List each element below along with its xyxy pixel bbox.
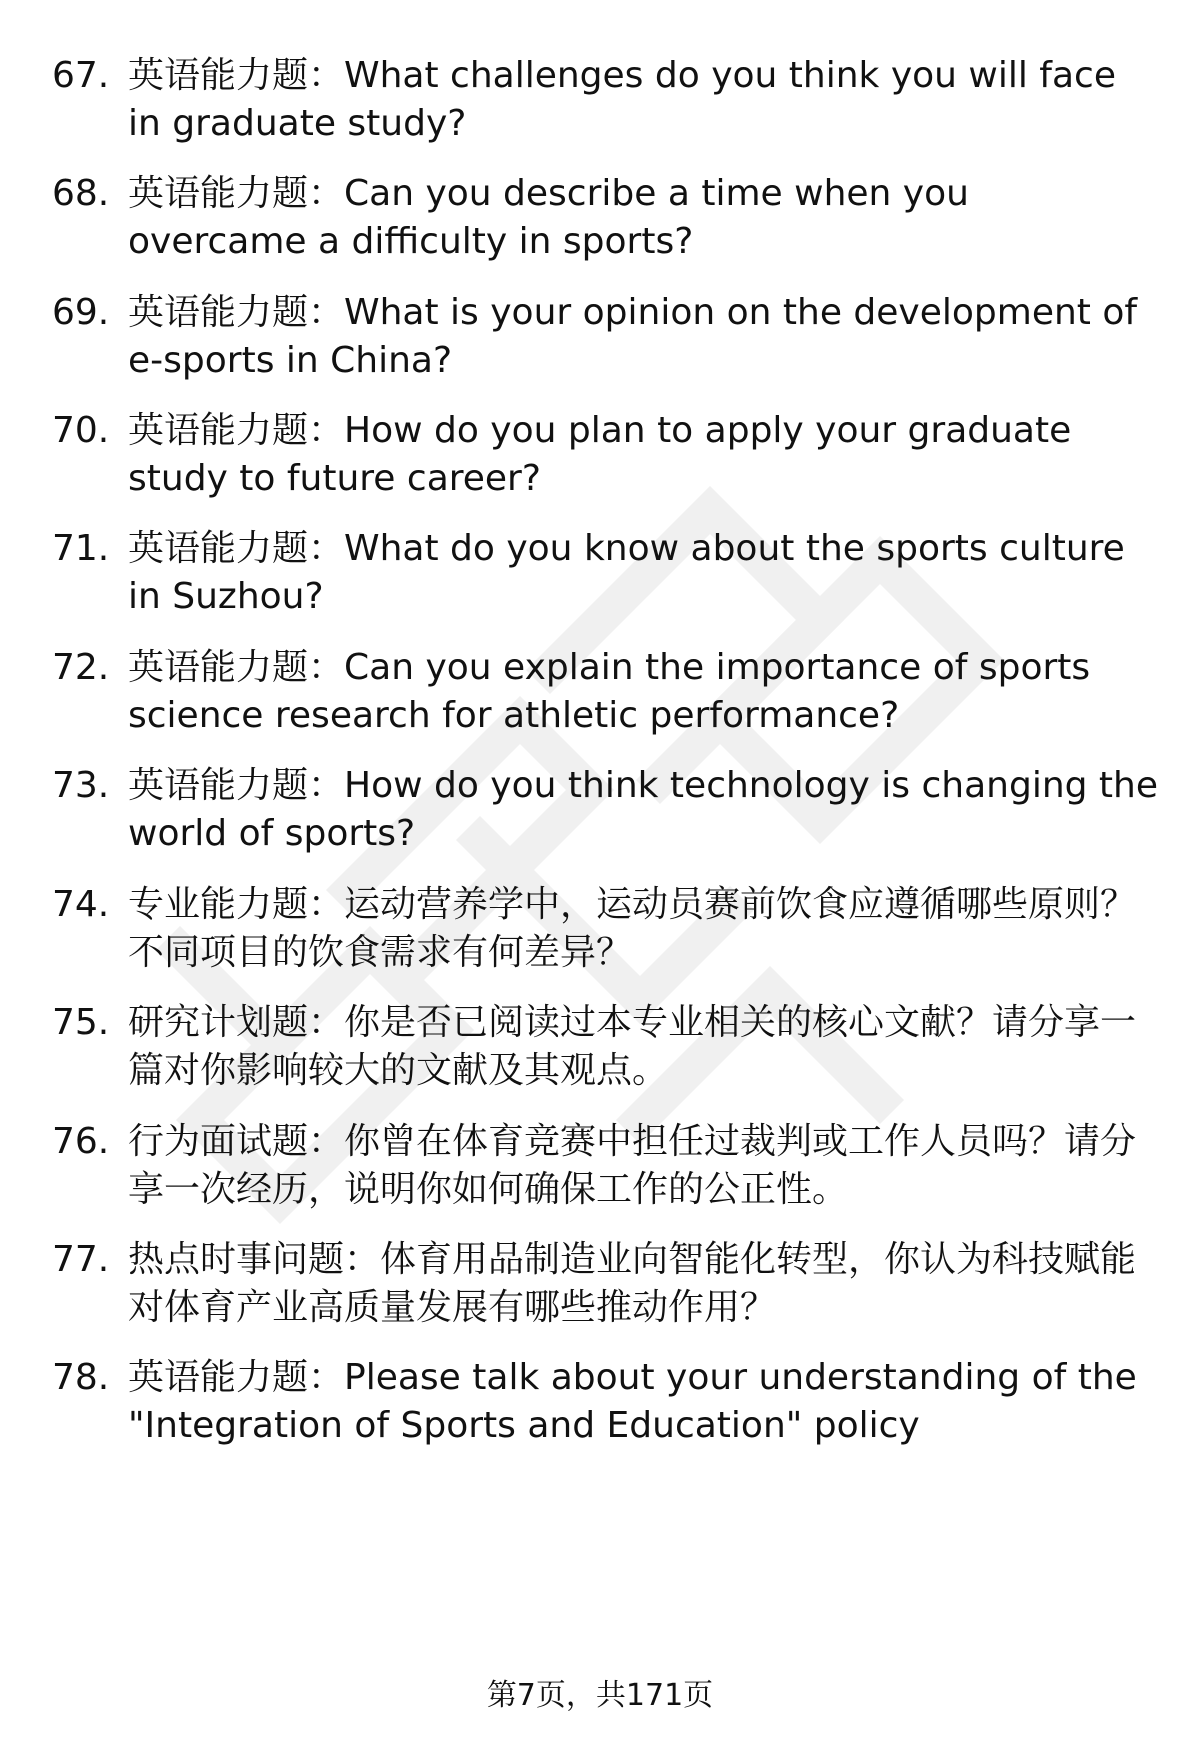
question-number: 69. (52, 292, 110, 333)
question-number: 70. (52, 410, 110, 451)
question-text: 英语能力题：Can you describe a time when you overcame a difficulty in sports? (128, 173, 969, 262)
question-text: 英语能力题：What challenges do you think you will face in graduate study? (128, 55, 1116, 144)
question-text: 行为面试题：你曾在体育竞赛中担任过裁判或工作人员吗？请分享一次经历，说明你如何确保工作的公正性。 (128, 1121, 1137, 1210)
question-number: 74. (52, 884, 110, 925)
question-number: 76. (52, 1121, 110, 1162)
question-number: 72. (52, 647, 110, 688)
question-number: 67. (52, 55, 110, 96)
question-text: 专业能力题：运动营养学中，运动员赛前饮食应遵循哪些原则？不同项目的饮食需求有何差异？ (128, 884, 1137, 973)
question-text: 英语能力题：What is your opinion on the development of e-sports in China? (128, 292, 1138, 381)
question-text: 英语能力题：How do you think technology is changing the world of sports? (128, 765, 1159, 854)
question-text: 英语能力题：Can you explain the importance of sports science research for athletic performance? (128, 647, 1091, 736)
question-text: 热点时事问题：体育用品制造业向智能化转型，你认为科技赋能对体育产业高质量发展有哪些推动作用？ (128, 1239, 1137, 1328)
question-text: 研究计划题：你是否已阅读过本专业相关的核心文献？请分享一篇对你影响较大的文献及其观点。 (128, 1002, 1137, 1091)
question-text: 英语能力题：What do you know about the sports culture in Suzhou? (128, 528, 1125, 617)
question-number: 68. (52, 173, 110, 214)
question-number: 71. (52, 528, 110, 569)
question-number: 73. (52, 765, 110, 806)
page-footer: 第7页，共171页 (486, 1678, 714, 1713)
question-text: 英语能力题：Please talk about your understanding of the "Integration of Sports and Education" policy (128, 1357, 1137, 1446)
question-text: 英语能力题：How do you plan to apply your graduate study to future career? (128, 410, 1072, 499)
question-number: 75. (52, 1002, 110, 1043)
question-number: 77. (52, 1239, 110, 1280)
question-number: 78. (52, 1357, 110, 1398)
